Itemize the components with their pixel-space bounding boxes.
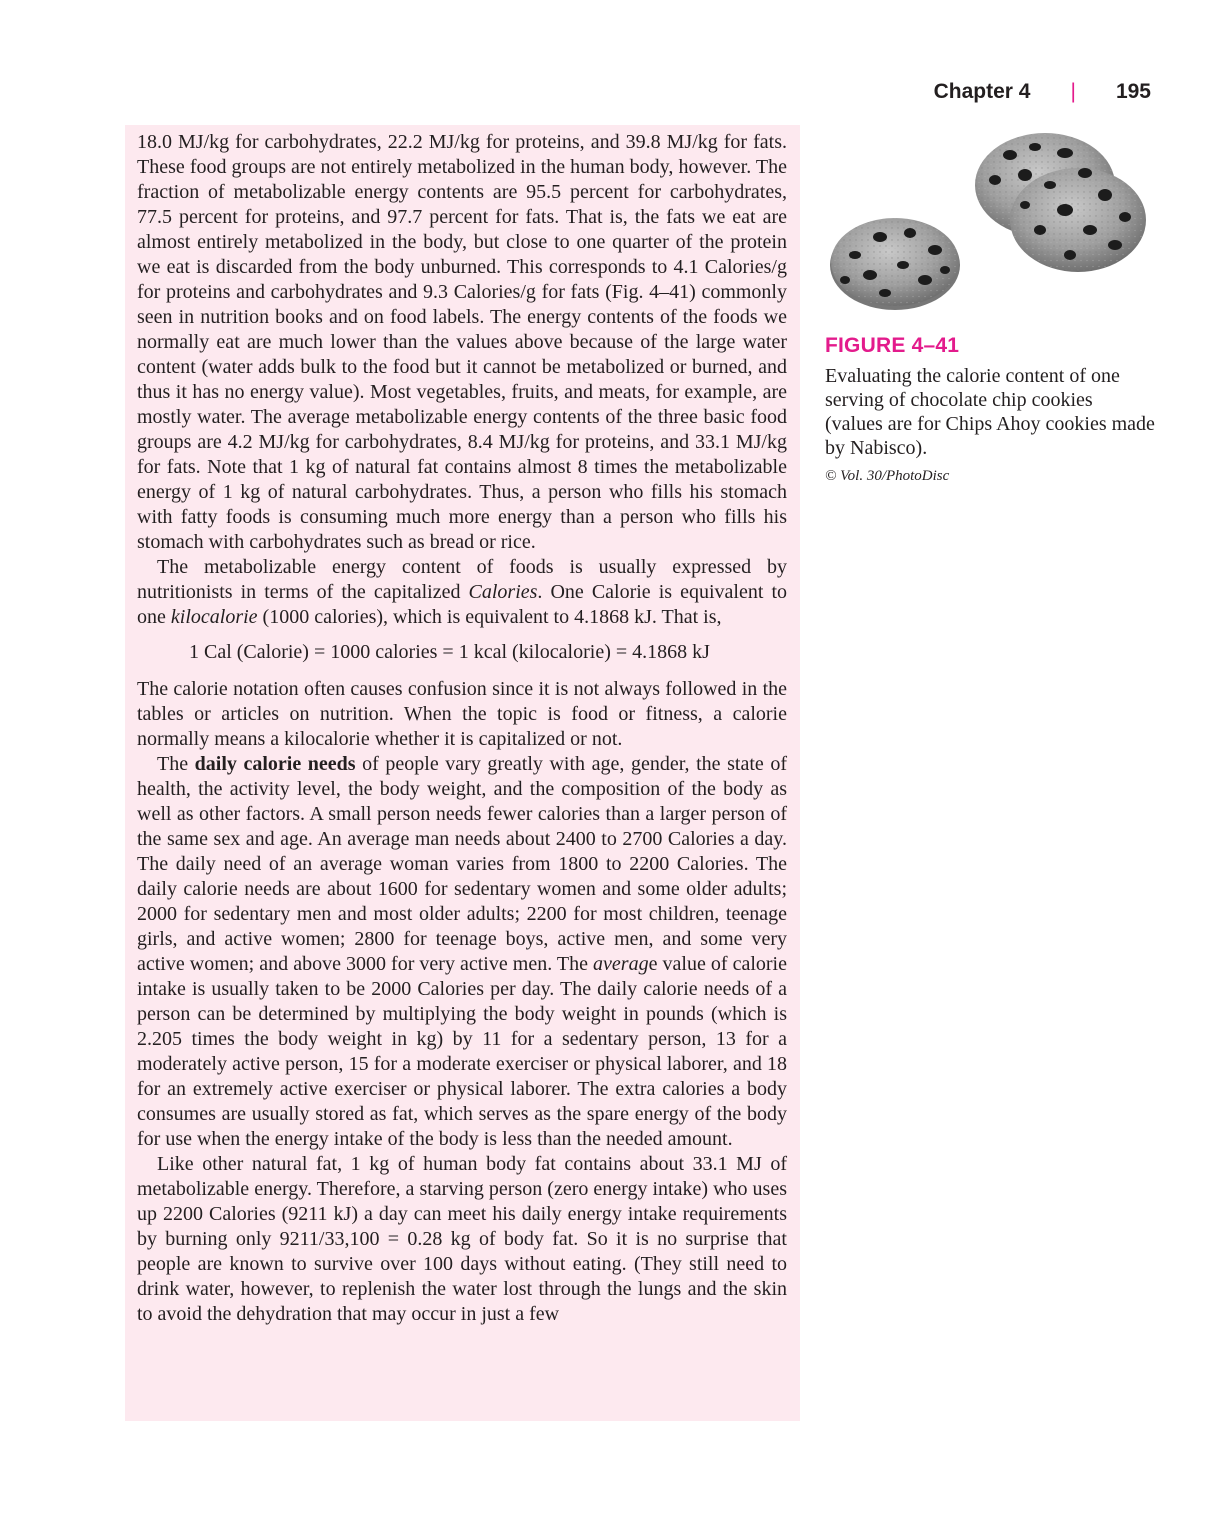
figure-caption: Evaluating the calorie content of one serving of chocolate chip cookies (values are for Chips Ahoy cookies made by Nabisco). <box>825 365 1155 459</box>
chocolate-chip-cookies-image <box>825 125 1155 320</box>
calorie-equation: 1 Cal (Calorie) = 1000 calories = 1 kcal (kilocalorie) = 4.1868 kJ <box>189 641 710 663</box>
figure-4-41 <box>825 125 1155 485</box>
paragraph-3: The calorie notation often causes confusion since it is not always followed in the tables or articles on nutrition. When the topic is food or fitness, a calorie normally means a kilocalorie whether it is capitalized or not. <box>137 678 787 750</box>
paragraph-5: Like other natural fat, 1 kg of human body fat contains about 33.1 MJ of metabolizable energy. Therefore, a starving person (zero energy intake) who uses up 2200 Calories (9211 kJ) a day can meet his daily energy intake requirements by burning only 9211/33,100 = 0.28 kg of body fat. So it is no surprise that people are known to survive over 100 days without eating. (They still need to drink water, however, to replenish the water lost through the lungs and the skin to avoid the dehydration that may occur in just a few <box>137 1153 787 1325</box>
body-text-panel <box>125 125 800 1421</box>
cookie-left <box>830 218 960 310</box>
term-daily-calorie-needs: daily calorie needs <box>194 753 356 775</box>
paragraph-2: The metabolizable energy content of foods is usually expressed by nutritionists in terms of the capitalized Calories. One Calorie is equivalent to one kilocalorie (1000 calories), which is equivalent to 4.1868 kJ. That is, <box>137 556 788 628</box>
running-head <box>934 80 1151 104</box>
term-calories: Calories <box>468 581 538 603</box>
term-kilocalorie: kilocalorie <box>170 606 258 628</box>
paragraph-1: 18.0 MJ/kg for carbohydrates, 22.2 MJ/kg for proteins, and 39.8 MJ/kg for fats. These food groups are not entirely metabolized in the human body, however. The fraction of metabolizable energy contents are 95.5 percent for carbohydrates, 77.5 percent for proteins, and 97.7 percent for fats. That is, the fats we eat are almost entirely metabolized in the body, but close to one quarter of the protein we eat is discarded from the body unburned. This corresponds to 4.1 Calories/g for proteins and carbohydrates and 9.3 Calories/g for fats (Fig. 4–41) commonly seen in nutrition books and on food labels. The energy contents of the foods we normally eat are much lower than the values above because of the large water content (water adds bulk to the food but it cannot be metabolized or burned, and thus it has no energy value). Most vegetables, fruits, and meats, for example, are mostly water. The average metabolizable energy contents of the three basic food groups are 4.2 MJ/kg for carbohydrates, 8.4 MJ/kg for proteins, and 33.1 MJ/kg for fats. Note that 1 kg of natural fat contains almost 8 times the metabolizable energy of 1 kg of natural carbohydrates. Thus, a person who fills his stomach with fatty foods is consuming much more energy than a person who fills his stomach with carbohydrates such as bread or rice. <box>137 131 787 553</box>
paragraph-4: The daily calorie needs of people vary greatly with age, gender, the state of health, the activity level, the body weight, and the composition of the body as well as other factors. A small person needs fewer calories than a larger person of the same sex and age. An average man needs about 2400 to 2700 Calories a day. The daily need of an average woman varies from 1800 to 2200 Calories. The daily calorie needs are about 1600 for sedentary women and some older adults; 2000 for sedentary men and most older adults; 2200 for most children, teenage girls, and active women; 2800 for teenage boys, active men, and some very active women; and above 3000 for very active men. The average value of calorie intake is usually taken to be 2000 Calories per day. The daily calorie needs of a person can be determined by multiplying the body weight in pounds (which is 2.205 times the body weight in kg) by 11 for a sedentary person, 13 for a moderately active person, 15 for a moderate exerciser or physical laborer, and 18 for an extremely active exerciser or physical laborer. The extra calories a body consumes are usually stored as fat, which serves as the spare energy of the body for use when the energy intake of the body is less than the needed amount. <box>137 753 788 1150</box>
term-average: averag <box>593 953 649 975</box>
header-separator: | <box>1070 80 1076 103</box>
figure-label: FIGURE 4–41 <box>825 334 960 357</box>
figure-credit: © Vol. 30/PhotoDisc <box>825 468 950 484</box>
page-number: 195 <box>1115 80 1151 103</box>
chapter-label: Chapter 4 <box>933 80 1031 103</box>
